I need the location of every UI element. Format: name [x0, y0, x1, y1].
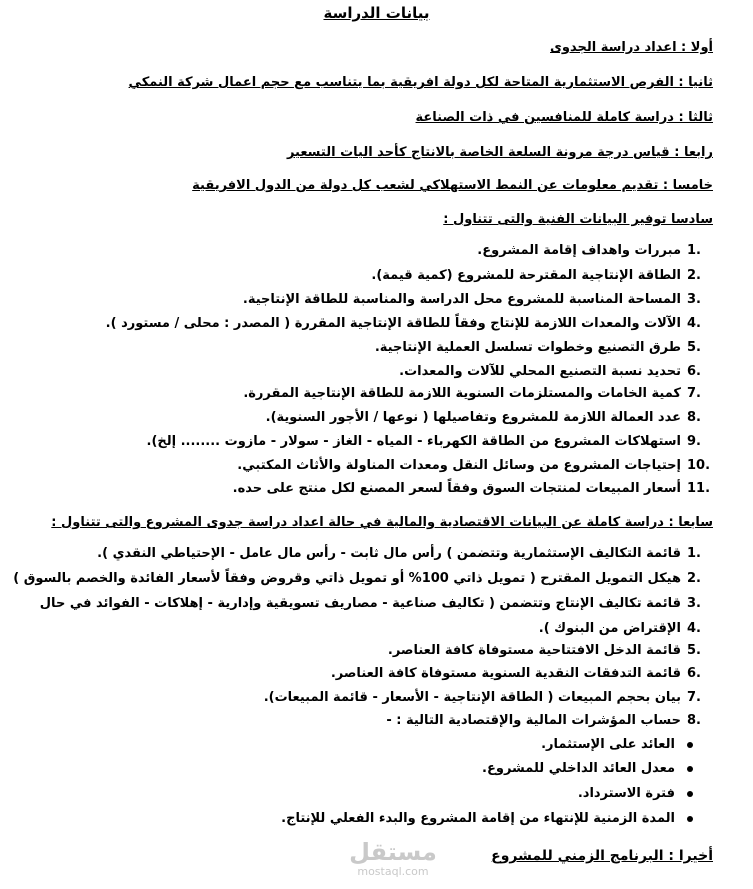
technical-data-item-number: 2.: [687, 268, 701, 283]
section-heading-3: ثالثا : دراسة كاملة للمنافسين في ذات الصناعة: [415, 110, 713, 125]
indicator-bullet-item: [30, 761, 693, 776]
section-heading-final: أخيرا : البرنامج الزمني للمشروع: [491, 848, 713, 864]
financial-data-item-text: هيكل التمويل المقترح ( تمويل ذاتي 100% أو تمويل ذاتي وقروض وفقاً لأسعار الفائدة والخصم بالسوق ): [13, 571, 681, 586]
financial-data-item-text: قائمة التكاليف الإستثمارية وتتضمن ) رأس مال ثابت - رأس مال عامل - الإحتياطي النقدي ).: [97, 546, 681, 561]
technical-data-item: [30, 434, 713, 449]
technical-data-item-number: 5.: [687, 340, 701, 355]
indicator-bullet-text: فترة الاسترداد.: [577, 786, 675, 801]
technical-data-item-text: المساحة المناسبة للمشروع محل الدراسة والمناسبة للطاقة الإنتاجية.: [242, 292, 681, 307]
financial-data-item-number: 1.: [687, 546, 701, 561]
technical-data-item-number: 8.: [687, 410, 701, 425]
bullet-dot-icon: [687, 791, 693, 797]
financial-data-item: [30, 690, 713, 705]
technical-data-item-number: 4.: [687, 316, 701, 331]
technical-data-item-text: عدد العمالة اللازمة للمشروع وتفاصيلها ( نوعها / الأجور السنوية).: [265, 410, 681, 425]
technical-data-item: [30, 410, 713, 425]
financial-data-item: [30, 666, 713, 681]
technical-data-item: [30, 268, 713, 283]
financial-data-item-number: 2.: [687, 571, 701, 586]
financial-data-item: [30, 546, 713, 561]
section-heading-1: أولا : اعداد دراسة الجدوى: [550, 40, 713, 55]
page-title: بيانات الدراسة: [323, 4, 430, 22]
indicator-bullet-text: معدل العائد الداخلي للمشروع.: [482, 761, 675, 776]
technical-data-item: [30, 316, 713, 331]
technical-data-item-number: 3.: [687, 292, 701, 307]
indicator-bullet-text: العائد على الإستثمار.: [541, 737, 675, 752]
bullet-dot-icon: [687, 816, 693, 822]
technical-data-item: [30, 292, 713, 307]
technical-data-item: [30, 340, 713, 355]
technical-data-item-number: 6.: [687, 364, 701, 379]
technical-data-item-text: طرق التصنيع وخطوات تسلسل العملية الإنتاجية.: [374, 340, 681, 355]
bullet-dot-icon: [687, 742, 693, 748]
technical-data-item: [30, 386, 713, 401]
financial-data-item-text: حساب المؤشرات المالية والإقتصادية التالية : -: [386, 713, 681, 728]
technical-data-item-number: 7.: [687, 386, 701, 401]
section-heading-2: ثانيا : الفرص الاستثمارية المتاحة لكل دولة افريقية بما يتناسب مع حجم اعمال شركة النمكي: [128, 75, 713, 90]
financial-data-item-number: 6.: [687, 666, 701, 681]
financial-data-item-text: قائمة التدفقات النقدية السنوية مستوفاة كافة العناصر.: [330, 666, 681, 681]
technical-data-item-text: أسعار المبيعات لمنتجات السوق وفقاً لسعر المصنع لكل منتج على حده.: [232, 481, 681, 496]
financial-data-item: [13, 571, 713, 586]
financial-data-item-text: بيان بحجم المبيعات ( الطاقة الإنتاجية - الأسعار - قائمة المبيعات).: [263, 690, 681, 705]
financial-data-item-text: قائمة تكاليف الإنتاج وتتضمن ( تكاليف صناعية - مصاريف تسويقية وإدارية - إهلاكات - الفوائد في حال: [39, 596, 681, 611]
technical-data-item-text: تحديد نسبة التصنيع المحلي للآلات والمعدات.: [399, 364, 681, 379]
section-heading-5: خامسا : تقديم معلومات عن النمط الاستهلاكي لشعب كل دولة من الدول الافريقية: [192, 178, 713, 193]
financial-data-item-number: 5.: [687, 643, 701, 658]
section-heading-7: سابعا : دراسة كاملة عن البيانات الاقتصادية والمالية في حالة اعداد دراسة جدوى المشروع والتى تتناول :: [51, 515, 713, 530]
financial-data-item: [30, 713, 713, 728]
technical-data-item-number: 10.: [687, 458, 711, 473]
financial-data-item: [30, 621, 713, 636]
watermark-logo: مستقل mostaql.com: [349, 838, 437, 878]
technical-data-item: [30, 364, 713, 379]
technical-data-item-text: مبررات واهداف إقامة المشروع.: [477, 243, 681, 258]
technical-data-item-text: الطاقة الإنتاجية المقترحة للمشروع (كمية قيمة).: [371, 268, 681, 283]
technical-data-item: [30, 481, 713, 496]
technical-data-item-number: 1.: [687, 243, 701, 258]
financial-data-item-number: 4.: [687, 621, 701, 636]
technical-data-item-text: الآلات والمعدات اللازمة للإنتاج وفقاً للطاقة الإنتاجية المقررة ( المصدر : محلى / مستورد ).: [105, 316, 681, 331]
technical-data-item-number: 9.: [687, 434, 701, 449]
technical-data-item: [30, 458, 713, 473]
technical-data-item-text: استهلاكات المشروع من الطاقة الكهرباء - المياه - الغاز - سولار - مازوت ........ إلخ).: [146, 434, 681, 449]
technical-data-item-number: 11.: [687, 481, 711, 496]
financial-data-item-number: 8.: [687, 713, 701, 728]
indicator-bullet-item: [30, 786, 693, 801]
bullet-dot-icon: [687, 766, 693, 772]
section-heading-4: رابعا : قياس درجة مرونة السلعة الخاصة بالانتاج كأحد اليات التسعير: [286, 145, 713, 160]
financial-data-item: [30, 643, 713, 658]
technical-data-item: [30, 243, 713, 258]
indicator-bullet-item: [30, 737, 693, 752]
technical-data-item-text: إحتياجات المشروع من وسائل النقل ومعدات المناولة والأثاث المكتبي.: [237, 458, 681, 473]
financial-data-item-text: الإقتراض من البنوك ).: [538, 621, 681, 636]
financial-data-item: [30, 596, 713, 611]
financial-data-item-number: 3.: [687, 596, 701, 611]
financial-data-item-number: 7.: [687, 690, 701, 705]
financial-data-item-text: قائمة الدخل الافتتاحية مستوفاة كافة العناصر.: [387, 643, 681, 658]
technical-data-item-text: كمية الخامات والمستلزمات السنوية اللازمة للطاقة الإنتاجية المقررة.: [243, 386, 681, 401]
indicator-bullet-item: [30, 811, 693, 826]
indicator-bullet-text: المدة الزمنية للإنتهاء من إقامة المشروع والبدء الفعلي للإنتاج.: [281, 811, 675, 826]
section-heading-6: سادسا توفير البيانات الفنية والتى تتناول :: [443, 212, 713, 227]
